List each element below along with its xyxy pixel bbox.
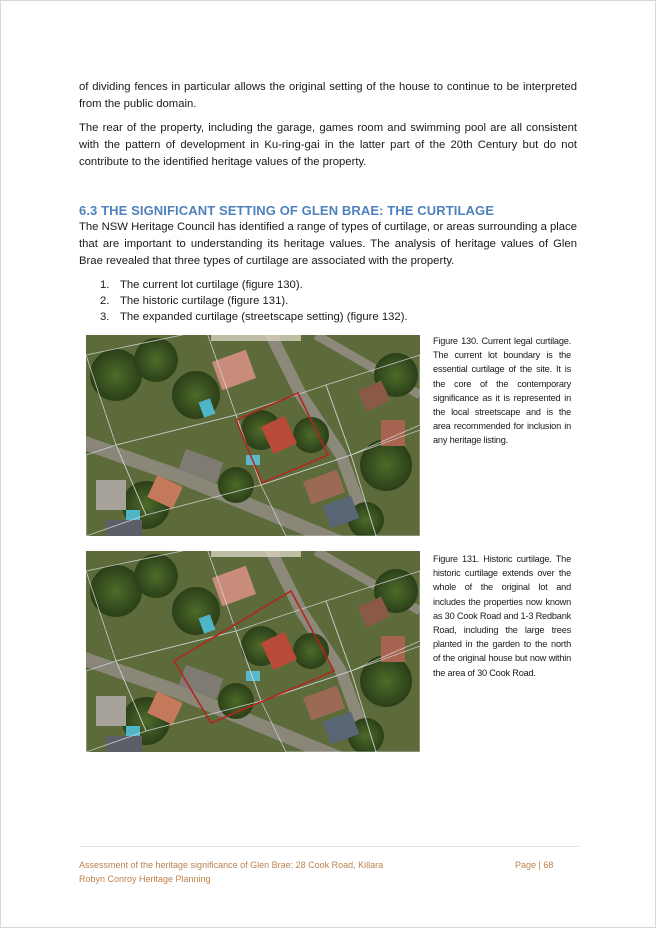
aerial-photo-historic-curtilage xyxy=(86,551,420,752)
list-number: 2. xyxy=(100,295,110,307)
aerial-map-graphic xyxy=(86,335,420,536)
aerial-map-graphic xyxy=(86,551,420,752)
footer-divider xyxy=(79,846,579,847)
footer-author: Robyn Conroy Heritage Planning xyxy=(79,874,211,884)
curtilage-list xyxy=(100,277,408,325)
list-text: The current lot curtilage (figure 130). xyxy=(120,279,303,291)
figure-131-caption: Figure 131. Historic curtilage. The historic curtilage extends over the whole of the original lot and includes the properties now known as 30 Cook Road and 1-3 Redbank Road, including the large trees planted in the garden to the north of the original house but now within the area of 30 Cook Road. xyxy=(433,554,571,678)
list-number: 3. xyxy=(100,311,110,323)
list-item xyxy=(100,293,408,309)
footer-document-info xyxy=(79,858,383,886)
body-paragraph-curtilage: The NSW Heritage Council has identified a range of types of curtilage, or areas surrounding a place that are important to understanding its heritage values. The analysis of heritage values of Glen Brae revealed that three types of curtilage are associated with the property. xyxy=(79,221,577,267)
list-item xyxy=(100,309,408,325)
list-number: 1. xyxy=(100,279,110,291)
list-text: The expanded curtilage (streetscape setting) (figure 132). xyxy=(120,311,408,323)
body-paragraph-rear-property: The rear of the property, including the garage, games room and swimming pool are all consistent with the pattern of development in Ku-ring-gai in the latter part of the 20th Century but do not contribute to the identified heritage values of the property. xyxy=(79,122,577,168)
figure-130-caption: Figure 130. Current legal curtilage. The current lot boundary is the essential curtilage of the site. It is the core of the contemporary significance as it is represented in the local streetscape and is the area recommended for inclusion in any heritage listing. xyxy=(433,336,571,446)
list-text: The historic curtilage (figure 131). xyxy=(120,295,289,307)
section-heading: 6.3 THE SIGNIFICANT SETTING OF GLEN BRAE: THE CURTILAGE xyxy=(79,203,495,218)
aerial-photo-current-curtilage xyxy=(86,335,420,536)
body-paragraph-fences: of dividing fences in particular allows the original setting of the house to continue to be interpreted from the public domain. xyxy=(79,81,577,110)
list-item xyxy=(100,277,408,293)
footer-title: Assessment of the heritage significance of Glen Brae: 28 Cook Road, Killara xyxy=(79,860,384,870)
page-number: Page | 68 xyxy=(515,860,554,870)
